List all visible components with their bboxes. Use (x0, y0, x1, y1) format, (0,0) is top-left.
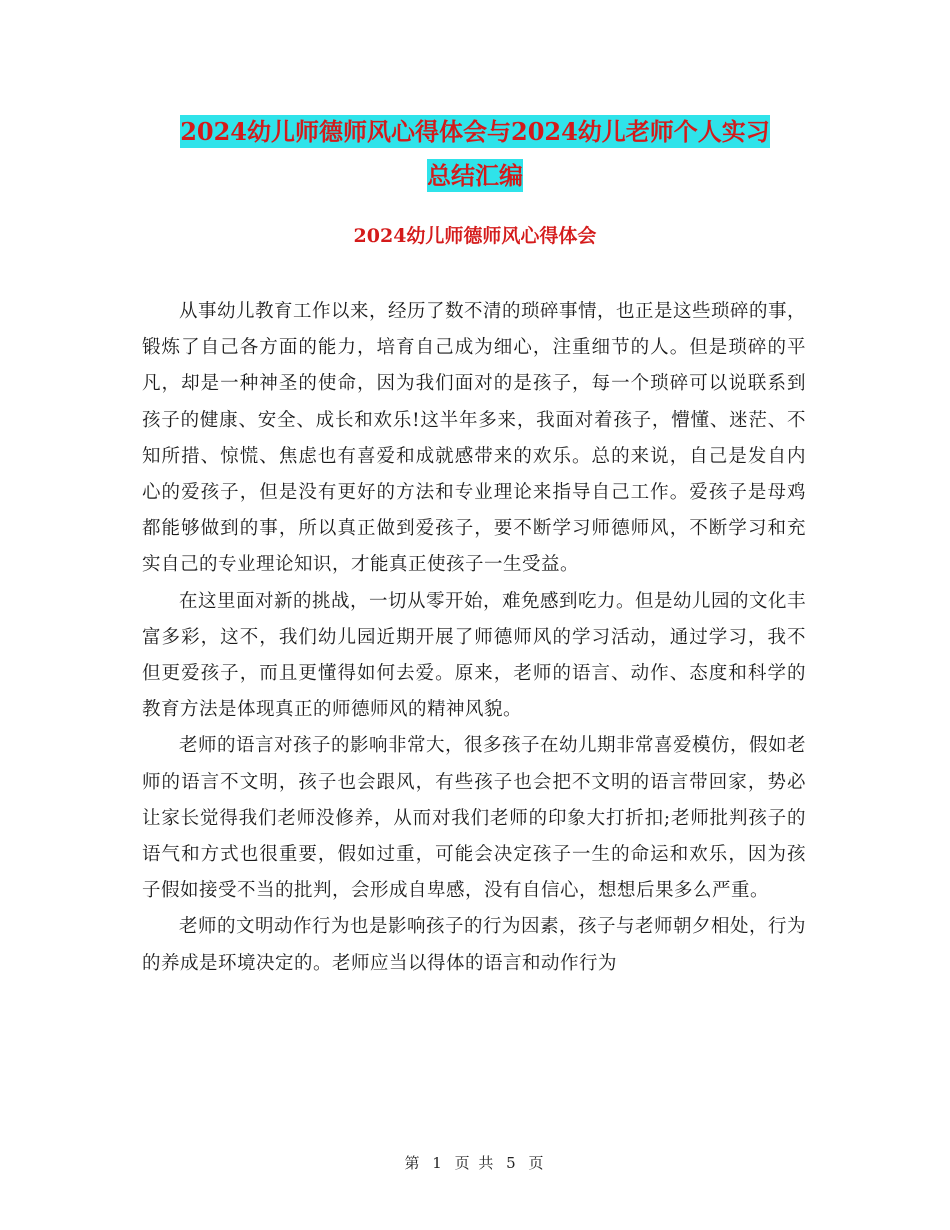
paragraph: 老师的语言对孩子的影响非常大，很多孩子在幼儿期非常喜爱模仿，假如老师的语言不文明，孩子也会跟风，有些孩子也会把不文明的语言带回家，势必让家长觉得我们老师没修养，从而对我们老师的印象大打折扣;老师批判孩子的语气和方式也很重要，假如过重，可能会决定孩子一生的命运和欢乐，因为孩子假如接受不当的批判，会形成自卑感，没有自信心，想想后果多么严重。 (142, 735, 807, 902)
page-total: 5 (506, 1154, 518, 1172)
paragraph: 老师的文明动作行为也是影响孩子的行为因素，孩子与老师朝夕相处，行为的养成是环境决定的。老师应当以得体的语言和动作行为 (142, 916, 807, 974)
page-number: 1 (432, 1154, 444, 1172)
document-body (142, 294, 806, 982)
title-highlight: 总结汇编 (427, 161, 523, 190)
document-title-line-1 (0, 112, 950, 152)
page-footer (0, 1152, 950, 1173)
page-label-prefix: 第 (404, 1154, 422, 1172)
page-label-mid: 页 共 (454, 1154, 496, 1172)
title-highlight: 2024幼儿师德师风心得体会与2024幼儿老师个人实习 (180, 117, 770, 146)
paragraph: 从事幼儿教育工作以来，经历了数不清的琐碎事情，也正是这些琐碎的事，锻炼了自己各方面的能力，培育自己成为细心，注重细节的人。但是琐碎的平凡，却是一种神圣的使命，因为我们面对的是孩子，每一个琐碎可以说联系到孩子的健康、安全、成长和欢乐!这半年多来，我面对着孩子，懵懂、迷茫、不知所措、惊慌、焦虑也有喜爱和成就感带来的欢乐。总的来说，自己是发自内心的爱孩子，但是没有更好的方法和专业理论来指导自己工作。爱孩子是母鸡都能够做到的事，所以真正做到爱孩子，要不断学习师德师风，不断学习和充实自己的专业理论知识，才能真正使孩子一生受益。 (142, 301, 807, 576)
paragraph: 在这里面对新的挑战，一切从零开始，难免感到吃力。但是幼儿园的文化丰富多彩，这不，我们幼儿园近期开展了师德师风的学习活动，通过学习，我不但更爱孩子，而且更懂得如何去爱。原来，老师的语言、动作、态度和科学的教育方法是体现真正的师德师风的精神风貌。 (142, 590, 807, 721)
page-label-suffix: 页 (528, 1154, 546, 1172)
document-title-line-2 (0, 156, 950, 196)
section-heading: 2024幼儿师德师风心得体会 (353, 225, 597, 247)
